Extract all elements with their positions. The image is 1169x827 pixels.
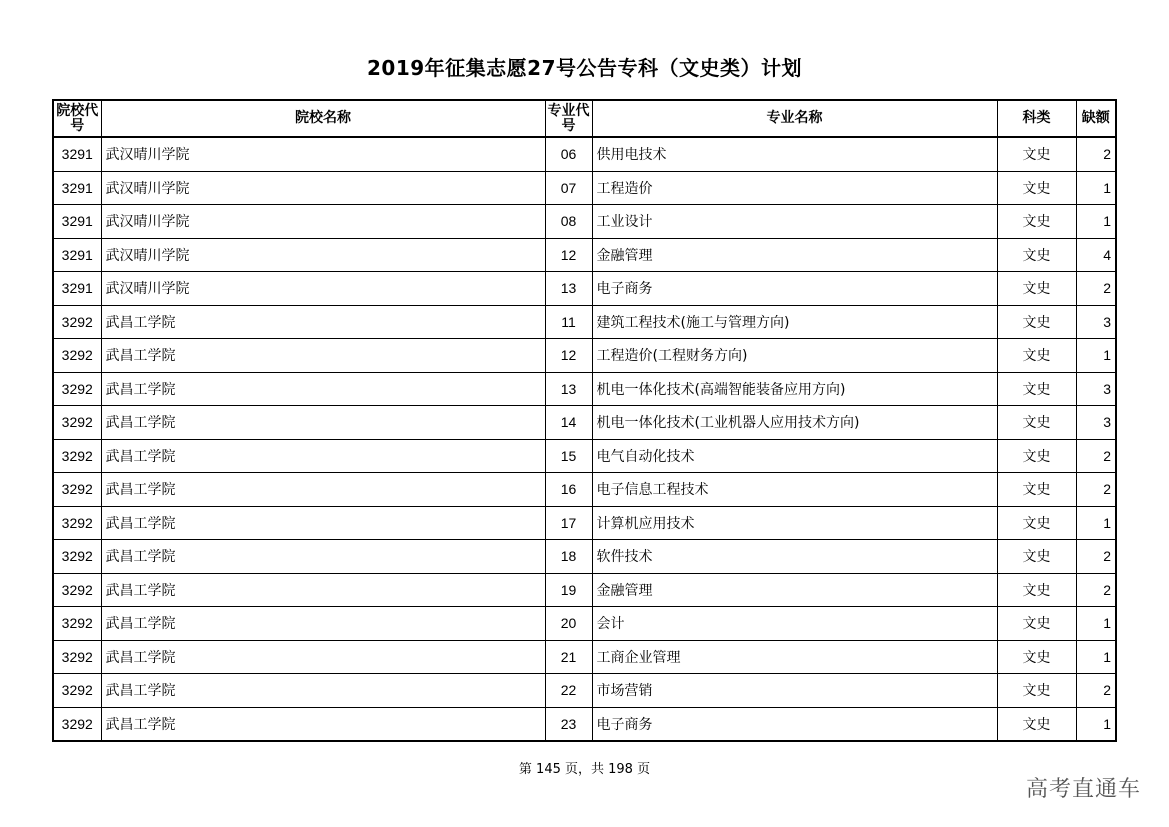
cell-school-code: 3291 [53,272,101,306]
cell-vacancies: 1 [1076,506,1116,540]
cell-category: 文史 [997,607,1076,641]
cell-major-code: 12 [545,339,592,373]
header-school-code: 院校代号 [53,100,101,137]
cell-category: 文史 [997,506,1076,540]
cell-category: 文史 [997,305,1076,339]
cell-category: 文史 [997,439,1076,473]
cell-school-code: 3291 [53,205,101,239]
cell-vacancies: 1 [1076,607,1116,641]
cell-school-code: 3292 [53,506,101,540]
table-row [53,406,1116,440]
cell-school-code: 3292 [53,607,101,641]
header-school-name: 院校名称 [101,100,545,137]
cell-vacancies: 2 [1076,573,1116,607]
cell-major-name: 金融管理 [592,238,997,272]
cell-major-name: 市场营销 [592,674,997,708]
cell-major-name: 供用电技术 [592,137,997,171]
table-row [53,707,1116,741]
table-row [53,473,1116,507]
cell-school-code: 3292 [53,573,101,607]
cell-vacancies: 1 [1076,205,1116,239]
cell-category: 文史 [997,473,1076,507]
cell-category: 文史 [997,573,1076,607]
cell-category: 文史 [997,171,1076,205]
cell-category: 文史 [997,272,1076,306]
header-major-name: 专业名称 [592,100,997,137]
cell-major-name: 会计 [592,607,997,641]
cell-major-code: 17 [545,506,592,540]
table-row [53,372,1116,406]
cell-vacancies: 2 [1076,674,1116,708]
cell-school-code: 3292 [53,372,101,406]
header-major-code: 专业代号 [545,100,592,137]
cell-vacancies: 1 [1076,339,1116,373]
table-row [53,171,1116,205]
cell-school-name: 武汉晴川学院 [101,272,545,306]
cell-school-code: 3292 [53,406,101,440]
cell-major-name: 电子商务 [592,707,997,741]
page-number-footer: 第 145 页，共 198 页 [518,762,651,777]
page-title: 2019年征集志愿27号公告专科（文史类）计划 [367,56,802,80]
cell-major-code: 22 [545,674,592,708]
table-row [53,506,1116,540]
cell-school-name: 武昌工学院 [101,506,545,540]
cell-major-code: 15 [545,439,592,473]
cell-major-name: 电子商务 [592,272,997,306]
cell-major-code: 12 [545,238,592,272]
cell-major-code: 06 [545,137,592,171]
header-category: 科类 [997,100,1076,137]
cell-category: 文史 [997,640,1076,674]
cell-school-code: 3291 [53,238,101,272]
cell-school-name: 武昌工学院 [101,707,545,741]
table-row [53,540,1116,574]
cell-school-code: 3292 [53,473,101,507]
cell-school-name: 武昌工学院 [101,674,545,708]
cell-school-name: 武昌工学院 [101,607,545,641]
cell-school-name: 武昌工学院 [101,540,545,574]
cell-school-name: 武汉晴川学院 [101,137,545,171]
cell-major-name: 工程造价 [592,171,997,205]
cell-major-code: 13 [545,272,592,306]
cell-school-code: 3291 [53,137,101,171]
table-header-row [53,100,1116,137]
cell-vacancies: 2 [1076,272,1116,306]
cell-major-code: 18 [545,540,592,574]
cell-major-code: 23 [545,707,592,741]
cell-major-name: 金融管理 [592,573,997,607]
cell-major-name: 工程造价(工程财务方向) [592,339,997,373]
table-row [53,272,1116,306]
cell-major-code: 07 [545,171,592,205]
cell-school-code: 3292 [53,540,101,574]
cell-major-name: 机电一体化技术(高端智能装备应用方向) [592,372,997,406]
cell-vacancies: 1 [1076,171,1116,205]
cell-category: 文史 [997,205,1076,239]
cell-school-name: 武昌工学院 [101,305,545,339]
cell-school-name: 武昌工学院 [101,473,545,507]
cell-school-code: 3292 [53,707,101,741]
cell-school-name: 武汉晴川学院 [101,238,545,272]
cell-category: 文史 [997,372,1076,406]
cell-category: 文史 [997,137,1076,171]
cell-vacancies: 3 [1076,305,1116,339]
cell-category: 文史 [997,238,1076,272]
cell-vacancies: 2 [1076,439,1116,473]
cell-school-name: 武昌工学院 [101,640,545,674]
cell-major-name: 机电一体化技术(工业机器人应用技术方向) [592,406,997,440]
table-row [53,674,1116,708]
cell-major-name: 计算机应用技术 [592,506,997,540]
table-row [53,439,1116,473]
cell-vacancies: 3 [1076,372,1116,406]
header-vacancies: 缺额 [1076,100,1116,137]
cell-category: 文史 [997,406,1076,440]
table-row [53,640,1116,674]
cell-major-code: 14 [545,406,592,440]
cell-school-name: 武汉晴川学院 [101,205,545,239]
cell-school-code: 3292 [53,439,101,473]
cell-vacancies: 2 [1076,473,1116,507]
watermark: 高考直通车 [1025,777,1141,802]
cell-vacancies: 4 [1076,238,1116,272]
table-body [53,137,1116,741]
cell-school-code: 3291 [53,171,101,205]
cell-school-code: 3292 [53,674,101,708]
cell-school-name: 武昌工学院 [101,439,545,473]
cell-category: 文史 [997,540,1076,574]
cell-major-name: 工业设计 [592,205,997,239]
table-row [53,339,1116,373]
cell-vacancies: 1 [1076,640,1116,674]
cell-major-code: 08 [545,205,592,239]
cell-school-code: 3292 [53,305,101,339]
cell-major-code: 21 [545,640,592,674]
cell-school-name: 武汉晴川学院 [101,171,545,205]
cell-category: 文史 [997,707,1076,741]
table-row [53,305,1116,339]
cell-major-name: 建筑工程技术(施工与管理方向) [592,305,997,339]
cell-major-code: 11 [545,305,592,339]
table-row [53,607,1116,641]
cell-vacancies: 1 [1076,707,1116,741]
cell-major-name: 工商企业管理 [592,640,997,674]
cell-vacancies: 2 [1076,137,1116,171]
cell-major-code: 20 [545,607,592,641]
enrollment-plan-table [52,99,1117,742]
cell-major-name: 电气自动化技术 [592,439,997,473]
cell-category: 文史 [997,339,1076,373]
table-row [53,238,1116,272]
cell-vacancies: 3 [1076,406,1116,440]
table-row [53,573,1116,607]
table-row [53,205,1116,239]
cell-major-code: 19 [545,573,592,607]
cell-school-name: 武昌工学院 [101,339,545,373]
cell-major-code: 16 [545,473,592,507]
cell-vacancies: 2 [1076,540,1116,574]
cell-school-name: 武昌工学院 [101,372,545,406]
table-row [53,137,1116,171]
cell-major-name: 软件技术 [592,540,997,574]
cell-school-code: 3292 [53,640,101,674]
cell-major-code: 13 [545,372,592,406]
cell-major-name: 电子信息工程技术 [592,473,997,507]
cell-school-name: 武昌工学院 [101,406,545,440]
cell-school-name: 武昌工学院 [101,573,545,607]
cell-category: 文史 [997,674,1076,708]
cell-school-code: 3292 [53,339,101,373]
